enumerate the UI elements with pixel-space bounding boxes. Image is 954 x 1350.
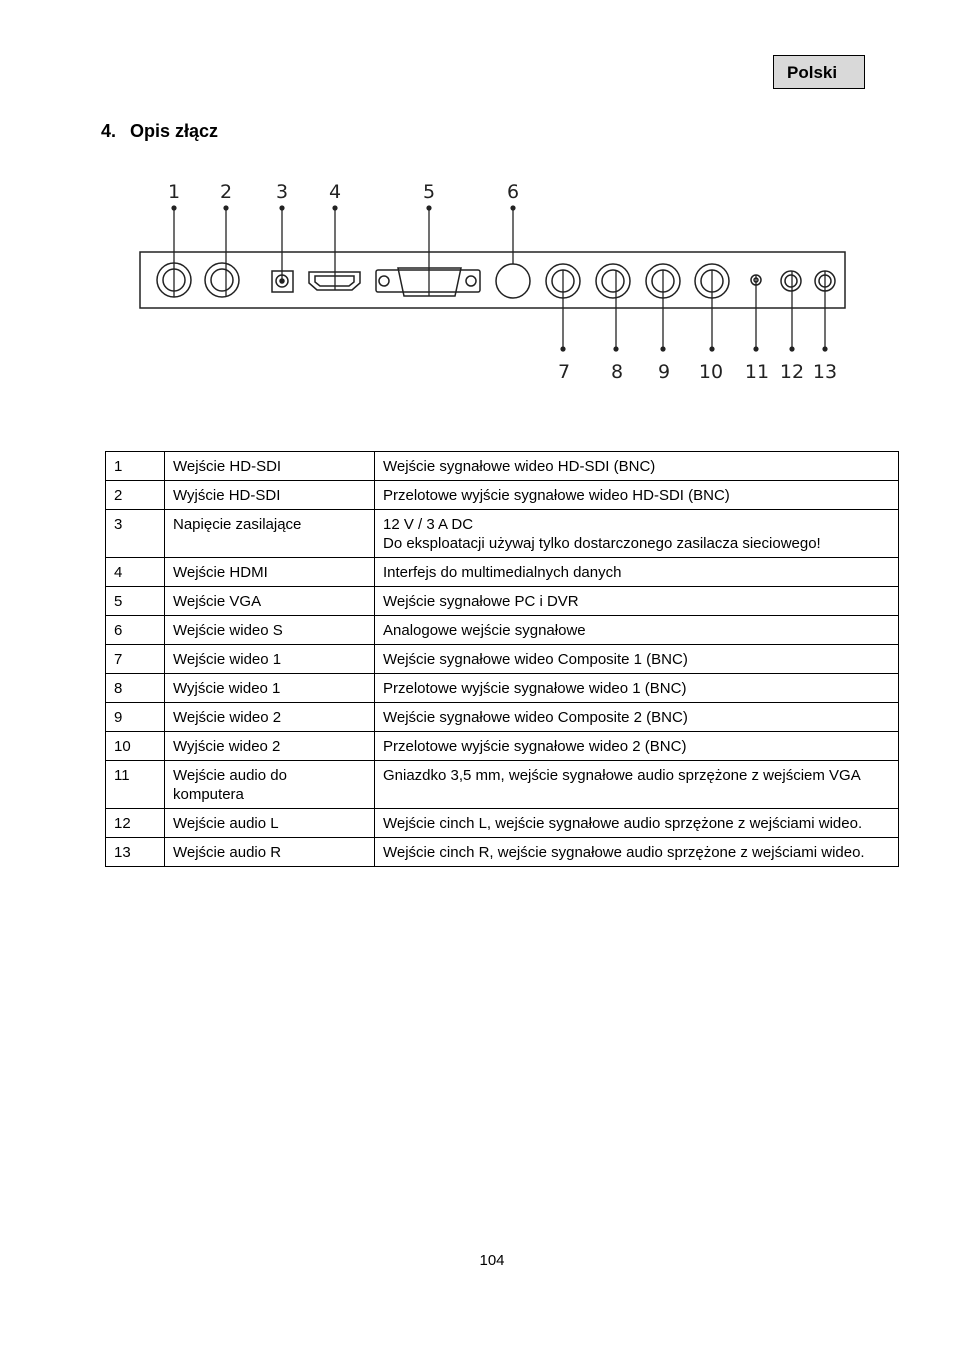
page-number: 104	[479, 1252, 505, 1269]
cell-description: Wejście cinch L, wejście sygnałowe audio sprzężone z wejściami wideo.	[375, 809, 899, 838]
cell-name: Napięcie zasilające	[165, 510, 375, 558]
vga-port	[376, 270, 480, 292]
cell-description: Przelotowe wyjście sygnałowe wideo 2 (BNC)	[375, 732, 899, 761]
cell-number: 5	[106, 587, 165, 616]
cell-name: Wejście VGA	[165, 587, 375, 616]
bnc-connector-2	[205, 263, 239, 297]
s-video-port	[496, 264, 530, 298]
label-2: 2	[219, 181, 233, 203]
cell-name: Wejście audio R	[165, 838, 375, 867]
cell-number: 2	[106, 481, 165, 510]
cell-description: Przelotowe wyjście sygnałowe wideo 1 (BNC)	[375, 674, 899, 703]
cell-name: Wyjście wideo 1	[165, 674, 375, 703]
cell-number: 4	[106, 558, 165, 587]
cell-number: 7	[106, 645, 165, 674]
label-12: 12	[779, 361, 805, 383]
table-row	[106, 732, 899, 761]
cell-description: Wejście sygnałowe wideo HD-SDI (BNC)	[375, 452, 899, 481]
table-row	[106, 838, 899, 867]
label-3: 3	[275, 181, 289, 203]
cell-name: Wejście HDMI	[165, 558, 375, 587]
table-row	[106, 616, 899, 645]
cell-number: 12	[106, 809, 165, 838]
label-10: 10	[698, 361, 724, 383]
cell-number: 8	[106, 674, 165, 703]
cell-number: 6	[106, 616, 165, 645]
label-13: 13	[812, 361, 838, 383]
table-row	[106, 703, 899, 732]
cinch-l	[781, 271, 801, 291]
cell-description: Wejście sygnałowe PC i DVR	[375, 587, 899, 616]
label-5: 5	[422, 181, 436, 203]
cell-number: 13	[106, 838, 165, 867]
cell-name: Wyjście HD-SDI	[165, 481, 375, 510]
cell-description: Gniazdko 3,5 mm, wejście sygnałowe audio sprzężone z wejściem VGA	[375, 761, 899, 809]
cell-number: 11	[106, 761, 165, 809]
cell-description: Wejście sygnałowe wideo Composite 1 (BNC)	[375, 645, 899, 674]
cell-name: Wejście audio do komputera	[165, 761, 375, 809]
table-row	[106, 761, 899, 809]
cell-name: Wejście HD-SDI	[165, 452, 375, 481]
table-row	[106, 809, 899, 838]
cell-number: 9	[106, 703, 165, 732]
cell-name: Wejście audio L	[165, 809, 375, 838]
cell-name: Wejście wideo 1	[165, 645, 375, 674]
connector-table	[105, 451, 899, 867]
section-number: 4.	[101, 121, 117, 141]
cell-number: 3	[106, 510, 165, 558]
panel-outline	[140, 252, 845, 308]
section-title: Opis złącz	[130, 121, 219, 141]
label-8: 8	[610, 361, 624, 383]
cell-description: Interfejs do multimedialnych danych	[375, 558, 899, 587]
label-6: 6	[506, 181, 520, 203]
table-row	[106, 481, 899, 510]
language-tab: Polski	[773, 55, 865, 89]
cell-name: Wejście wideo 2	[165, 703, 375, 732]
label-1: 1	[167, 181, 181, 203]
cell-description: Wejście cinch R, wejście sygnałowe audio sprzężone z wejściami wideo.	[375, 838, 899, 867]
label-7: 7	[557, 361, 571, 383]
connector-panel-diagram	[0, 0, 954, 420]
table-row	[106, 645, 899, 674]
cell-name: Wyjście wideo 2	[165, 732, 375, 761]
cell-description: Wejście sygnałowe wideo Composite 2 (BNC)	[375, 703, 899, 732]
cell-description: 12 V / 3 A DC Do eksploatacji używaj tylko dostarczonego zasilacza sieciowego!	[375, 510, 899, 558]
cell-name: Wejście wideo S	[165, 616, 375, 645]
table-row	[106, 452, 899, 481]
cell-number: 1	[106, 452, 165, 481]
label-4: 4	[328, 181, 342, 203]
table-row	[106, 587, 899, 616]
table-row	[106, 674, 899, 703]
table-row	[106, 510, 899, 558]
label-9: 9	[657, 361, 671, 383]
cell-description: Przelotowe wyjście sygnałowe wideo HD-SDI (BNC)	[375, 481, 899, 510]
cell-description: Analogowe wejście sygnałowe	[375, 616, 899, 645]
table-row	[106, 558, 899, 587]
label-11: 11	[744, 361, 770, 383]
cell-number: 10	[106, 732, 165, 761]
bnc-connector-8	[596, 264, 630, 298]
